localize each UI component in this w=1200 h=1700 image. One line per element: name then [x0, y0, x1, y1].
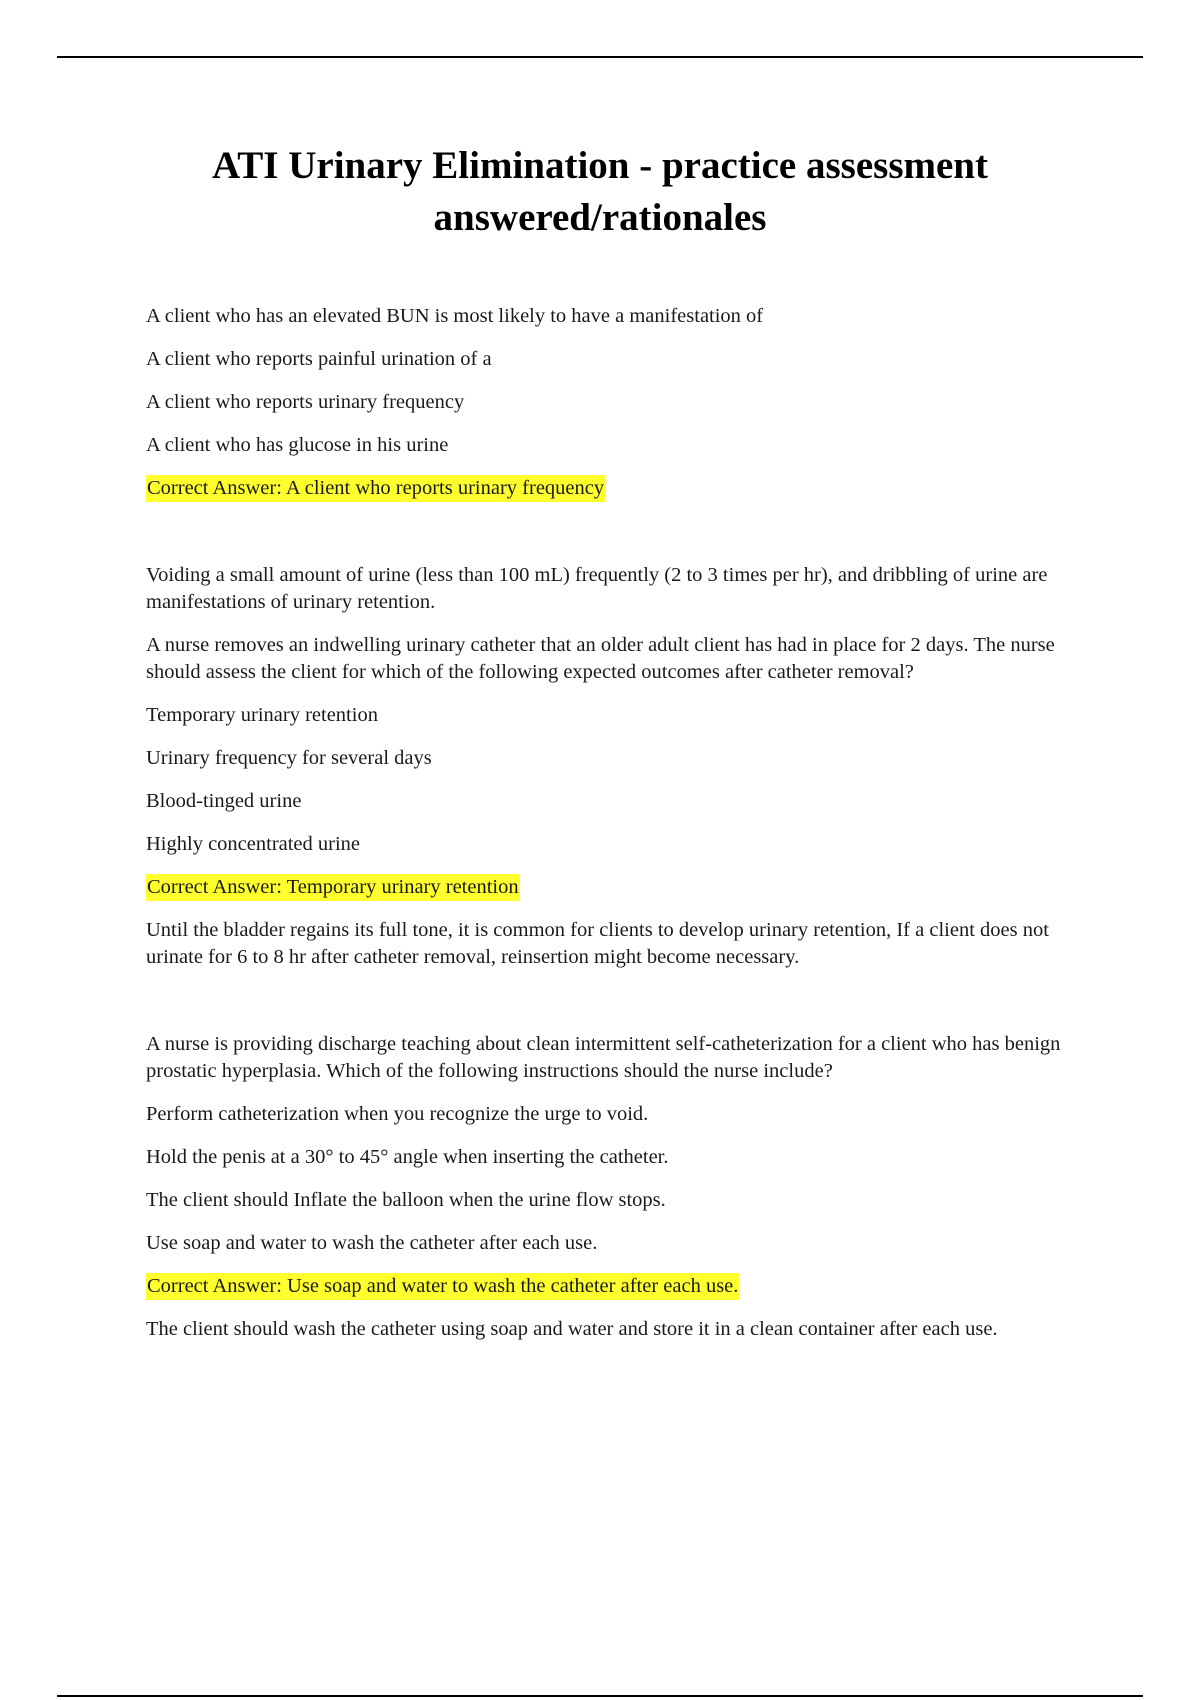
correct-answer-highlight: Correct Answer: A client who reports urinary frequency — [146, 475, 605, 502]
answer-option: A client who has glucose in his urine — [146, 434, 449, 456]
top-rule — [57, 56, 1143, 58]
answer-option: The client should Inflate the balloon when the urine flow stops. — [146, 1189, 666, 1211]
question-2 — [146, 632, 1096, 971]
rationale-paragraph: Voiding a small amount of urine (less than 100 mL) frequently (2 to 3 times per hr), and dribbling of urine are manifestations of urinary retention. — [146, 564, 1048, 613]
answer-option: A client who reports urinary frequency — [146, 391, 465, 413]
answer-option: Temporary urinary retention — [146, 704, 378, 726]
answer-option: Use soap and water to wash the catheter after each use. — [146, 1232, 598, 1254]
correct-answer-line — [146, 1273, 1096, 1300]
question-3 — [146, 1031, 1096, 1343]
correct-answer-highlight: Correct Answer: Temporary urinary retention — [146, 874, 520, 901]
question-1 — [146, 303, 1096, 502]
answer-option: Blood-tinged urine — [146, 790, 302, 812]
answer-option: Highly concentrated urine — [146, 833, 361, 855]
document-title: ATI Urinary Elimination - practice assessment answered/rationales — [212, 144, 988, 239]
correct-answer-highlight: Correct Answer: Use soap and water to wash the catheter after each use. — [146, 1273, 739, 1300]
question-stem: A client who has an elevated BUN is most likely to have a manifestation of — [146, 305, 764, 327]
correct-answer-line — [146, 874, 1096, 901]
answer-option: A client who reports painful urination of a — [146, 348, 492, 370]
document-body — [146, 303, 1096, 1343]
correct-answer-line — [146, 475, 1096, 502]
answer-option: Hold the penis at a 30° to 45° angle when inserting the catheter. — [146, 1146, 669, 1168]
bottom-rule — [57, 1695, 1143, 1697]
rationale-paragraph: Until the bladder regains its full tone, it is common for clients to develop urinary retention, If a client does not urinate for 6 to 8 hr after catheter removal, reinsertion might become necessary. — [146, 919, 1049, 968]
question-stem: A nurse is providing discharge teaching about clean intermittent self-catheterization for a client who has benign prostatic hyperplasia. Which of the following instructions should the nurse include? — [146, 1033, 1061, 1082]
answer-option: Urinary frequency for several days — [146, 747, 432, 769]
answer-option: Perform catheterization when you recognize the urge to void. — [146, 1103, 649, 1125]
question-stem: A nurse removes an indwelling urinary catheter that an older adult client has had in place for 2 days. The nurse should assess the client for which of the following expected outcomes after catheter removal? — [146, 634, 1055, 683]
rationale-paragraph: The client should wash the catheter using soap and water and store it in a clean container after each use. — [146, 1318, 998, 1340]
